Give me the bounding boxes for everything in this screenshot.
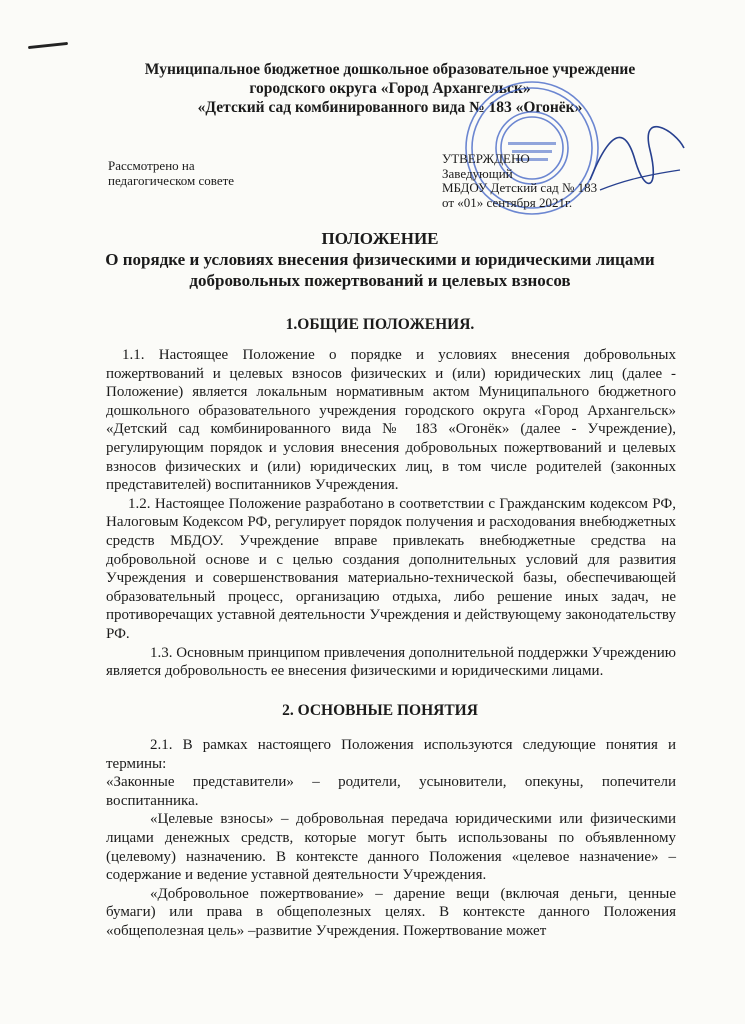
title-line-3: добровольных пожертвований и целевых взносов xyxy=(189,271,571,290)
section-2-heading: 2. ОСНОВНЫЕ ПОНЯТИЯ xyxy=(282,702,478,719)
review-line-1: Рассмотрено на xyxy=(108,158,195,173)
approved-label: УТВЕРЖДЕНО xyxy=(442,151,530,166)
review-line-2: педагогическом совете xyxy=(108,173,235,188)
organization-header xyxy=(60,60,720,117)
definition-target-contributions: «Целевые взносы» – добровольная передача юридическими или физическими лицами денежных средств, которые могут быть использованы по объявленному (целевому) назначению. В контексте данного Положения «целевое назначение» – содержание и ведение уставной деятельности Учреждения. xyxy=(106,811,676,884)
header-line-3: «Детский сад комбинированного вида № 183 «Огонёк» xyxy=(197,99,583,116)
header-line-1: Муниципальное бюджетное дошкольное образовательное учреждение xyxy=(144,61,636,78)
approval-block xyxy=(442,152,597,210)
paragraph-1-1: 1.1. Настоящее Положение о порядке и условиях внесения добровольных пожертвований и целевых взносов физических и (или) юридических лиц (далее - Положение) является локальным нормативным актом Муниципального бюджетного дошкольного образовательного учреждения городского округа «Город Архангельск» «Детский сад комбинированного вида № 183 «Огонёк» (далее - Учреждение), регулирующим порядок и условия внесения добровольных пожертвований и целевых взносов физических и (или) юридических лиц, в том числе родителей (законных представителей) воспитанников Учреждения. xyxy=(106,347,676,494)
approver-position: Заведующий xyxy=(442,165,513,181)
section-1-heading: 1.ОБЩИЕ ПОЛОЖЕНИЯ. xyxy=(285,316,475,333)
header-line-2: городского округа «Город Архангельск» xyxy=(249,80,531,97)
paragraph-2-1: 2.1. В рамках настоящего Положения используются следующие понятия и термины: xyxy=(106,737,676,772)
section-1-body xyxy=(106,346,676,681)
review-note xyxy=(108,158,234,188)
paragraph-1-2: 1.2. Настоящее Положение разработано в соответствии с Гражданским кодексом РФ, Налоговым Кодексом РФ, регулирует порядок получения и расходования внебюджетных средств МБДОУ. Учреждение вправе привлекать внебюджетные средства на добровольной основе и с целью создания дополнительных условий для развития Учреждения и совершенствования материально-технической базы, обеспечивающей образовательный процесс, организацию отдыха, либо решение иных задач, не противоречащих уставной деятельности Учреждения и действующему законодательству РФ. xyxy=(106,495,676,642)
definition-voluntary-donation: «Добровольное пожертвование» – дарение вещи (включая деньги, ценные бумаги) или права в общеполезных целях. В контексте данного Положения «общеполезная цель» –развитие Учреждения. Пожертвование может xyxy=(106,885,676,939)
pen-mark xyxy=(28,42,68,49)
section-2-body xyxy=(106,736,676,941)
definition-legal-representatives: «Законные представители» – родители, усыновители, опекуны, попечители воспитанника. xyxy=(106,774,676,809)
title-line-1: ПОЛОЖЕНИЕ xyxy=(321,229,439,248)
title-line-2: О порядке и условиях внесения физическими и юридическими лицами xyxy=(105,250,655,269)
document-title xyxy=(40,228,720,291)
approval-date: от «01» сентября 2021г. xyxy=(442,194,573,210)
paragraph-1-3: 1.3. Основным принципом привлечения дополнительной поддержки Учреждению является добровольность ее внесения физическими и юридическими лицами. xyxy=(106,644,676,680)
approver-organization: МБДОУ Детский сад № 183 xyxy=(442,180,598,195)
